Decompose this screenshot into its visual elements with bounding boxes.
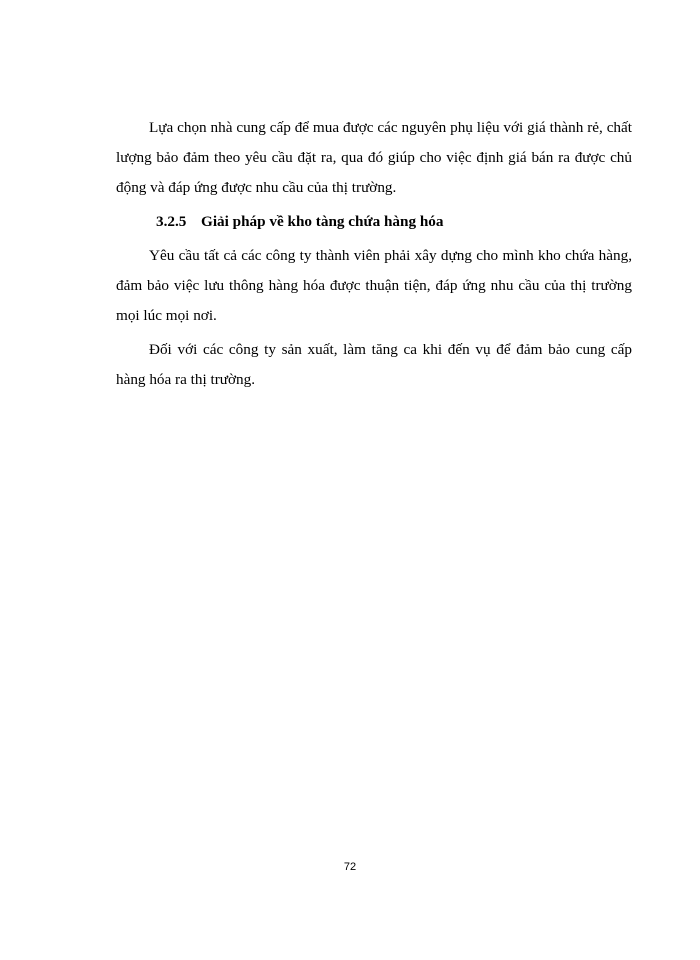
paragraph-production-overtime: Đối với các công ty sản xuất, làm tăng ca khi đến vụ để đảm bảo cung cấp hàng hóa ra thị trường. xyxy=(116,341,632,388)
section-title: Giải pháp về kho tàng chứa hàng hóa xyxy=(201,213,444,230)
section-heading xyxy=(116,207,632,237)
page-number: 72 xyxy=(343,861,357,873)
paragraph-supplier-selection: Lựa chọn nhà cung cấp để mua được các nguyên phụ liệu với giá thành rẻ, chất lượng bảo đảm theo yêu cầu đặt ra, qua đó giúp cho việc định giá bán ra được chủ động và đáp ứng được nhu cầu của thị trường. xyxy=(116,119,632,196)
document-body xyxy=(116,113,632,395)
paragraph-warehouse-requirement: Yêu cầu tất cả các công ty thành viên phải xây dựng cho mình kho chứa hàng, đảm bảo việc lưu thông hàng hóa được thuận tiện, đáp ứng nhu cầu của thị trường mọi lúc mọi nơi. xyxy=(116,247,632,324)
section-number: 3.2.5 xyxy=(156,213,187,230)
